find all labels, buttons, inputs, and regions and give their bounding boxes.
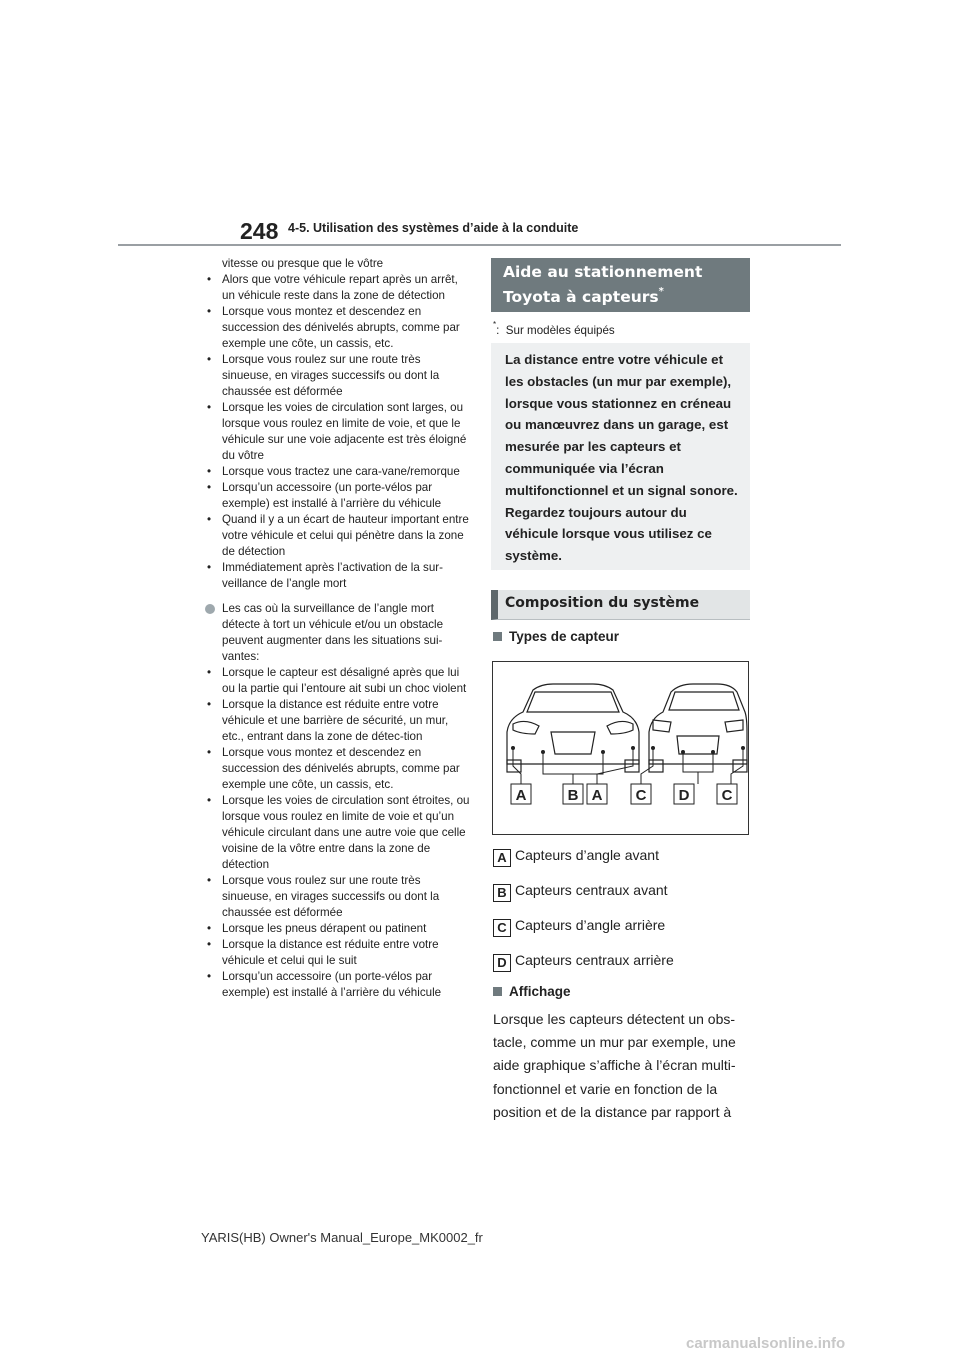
list-item: • Lorsque les voies de circulation sont larges, ou lorsque vous roulez en limite de voie, et que le véhicule sur une voie adjacente est très éloigné du vôtre bbox=[201, 400, 471, 464]
list-item: • Lorsque les pneus dérapent ou patinent bbox=[201, 921, 471, 937]
legend-text: Capteurs centraux arrière bbox=[515, 952, 674, 968]
figure-label: D bbox=[678, 787, 690, 804]
list-item: • Alors que votre véhicule repart après un arrêt, un véhicule reste dans la zone de détection bbox=[201, 272, 471, 304]
list-item: • Quand il y a un écart de hauteur important entre votre véhicule et celui qui pénètre dans la zone de détection bbox=[201, 512, 471, 560]
display-paragraph: Lorsque les capteurs détectent un obs-tacle, comme un mur par exemple, une aide graphique s’affiche à l’écran multi-fonctionnel et varie en fonction de la position et de la distance par rapport à bbox=[493, 1011, 736, 1120]
legend-text: Capteurs d’angle arrière bbox=[515, 917, 666, 933]
sensor-figure bbox=[492, 661, 749, 835]
sensor-diagram bbox=[493, 662, 748, 834]
main-heading-line2: Toyota à capteurs bbox=[503, 288, 659, 306]
figure-label: C bbox=[721, 787, 733, 804]
footnote-asterisk: * bbox=[493, 320, 497, 329]
composition-heading bbox=[491, 590, 750, 620]
legend-key: C bbox=[493, 919, 511, 937]
main-heading-line1: Aide au stationnement bbox=[503, 263, 703, 281]
list-item: • Lorsque vous roulez sur une route très sinueuse, en virages successifs ou dont la chaussée est déformée bbox=[201, 873, 471, 921]
legend-item-a bbox=[493, 847, 659, 867]
continuation-text: vitesse ou presque que le vôtre bbox=[222, 257, 384, 270]
square-bullet-icon bbox=[493, 987, 502, 996]
section-title: 4-5. Utilisation des systèmes d’aide à la conduite bbox=[288, 221, 579, 235]
list-item: • Lorsqu’un accessoire (un porte-vélos par exemple) est installé à l’arrière du véhicule bbox=[201, 480, 471, 512]
square-bullet-icon bbox=[493, 632, 502, 641]
legend-text: Capteurs centraux avant bbox=[515, 882, 668, 898]
figure-label: A bbox=[515, 787, 527, 804]
list-item: • Lorsque le capteur est désaligné après que lui ou la partie qui l’entoure ait subi un choc violent bbox=[201, 665, 471, 697]
watermark: carmanualsonline.info bbox=[686, 1335, 846, 1352]
intro-box: La distance entre votre véhicule et les obstacles (un mur par exemple), lorsque vous stationnez en créneau ou manœuvrez dans un garage, est mesurée par les capteurs et communiquée via l’écran multifonctionnel et un signal sonore. Regardez toujours autour du véhicule lorsque vous utilisez ce système. bbox=[491, 343, 750, 570]
list-item: • Lorsque vous roulez sur une route très sinueuse, en virages successifs ou dont la chaussée est déformée bbox=[201, 352, 471, 400]
header-divider bbox=[118, 244, 841, 246]
footnote-text: Sur modèles équipés bbox=[505, 323, 615, 337]
left-column bbox=[201, 256, 471, 1001]
legend-key: A bbox=[493, 849, 511, 867]
legend-text: Capteurs d’angle avant bbox=[515, 847, 659, 863]
figure-label: B bbox=[567, 787, 579, 804]
list-item: • Lorsque la distance est réduite entre votre véhicule et une barrière de sécurité, un mur, etc., entrant dans la zone de détec-tion bbox=[201, 697, 471, 745]
page-number: 248 bbox=[240, 218, 279, 244]
circle-bullet-icon bbox=[205, 604, 215, 614]
front-car-body bbox=[507, 684, 639, 764]
false-negative-list bbox=[201, 272, 471, 592]
legend-item-d bbox=[493, 952, 674, 972]
figure-label: A bbox=[591, 787, 603, 804]
legend-item-c bbox=[493, 917, 665, 937]
main-heading bbox=[491, 258, 750, 312]
footer-text: YARIS(HB) Owner's Manual_Europe_MK0002_fr bbox=[201, 1230, 483, 1245]
paragraph-text: Les cas où la surveillance de l’angle mort détecte à tort un véhicule et/ou un obstacle peuvent augmenter dans les situations sui-vantes: bbox=[222, 602, 444, 663]
false-detection-list bbox=[201, 665, 471, 1001]
asterisk-mark: * bbox=[658, 285, 664, 297]
figure-label: C bbox=[635, 787, 647, 804]
list-item: • Lorsque vous montez et descendez en succession des dénivelés abrupts, comme par exemple une côte, un cassis, etc. bbox=[201, 745, 471, 793]
legend-key: B bbox=[493, 884, 511, 902]
list-item: • Lorsque vous tractez une cara-vane/remorque bbox=[201, 464, 471, 480]
rear-car-body bbox=[649, 684, 747, 764]
list-item: • Immédiatement après l’activation de la sur-veillance de l’angle mort bbox=[201, 560, 471, 592]
types-subheading bbox=[493, 629, 619, 644]
list-item: • Lorsque la distance est réduite entre votre véhicule et celui qui le suit bbox=[201, 937, 471, 969]
main-heading-line2-wrap bbox=[503, 284, 664, 310]
display-subheading bbox=[493, 984, 571, 999]
display-subheading-text: Affichage bbox=[509, 984, 571, 999]
types-subheading-text: Types de capteur bbox=[509, 629, 620, 644]
legend-key: D bbox=[493, 954, 511, 972]
list-item: • Lorsque vous montez et descendez en succession des dénivelés abrupts, comme par exemple une côte, un cassis, etc. bbox=[201, 304, 471, 352]
footnote: *: Sur modèles équipés bbox=[493, 320, 615, 337]
composition-heading-text: Composition du système bbox=[505, 595, 700, 611]
legend-item-b bbox=[493, 882, 668, 902]
false-detection-paragraph bbox=[201, 601, 471, 665]
list-item: • Lorsque les voies de circulation sont étroites, ou lorsque vous roulez en limite de voie et qu’un véhicule circulant dans une autre voie que celle voisine de la vôtre entre dans la zone de détection bbox=[201, 793, 471, 873]
list-item: • Lorsqu’un accessoire (un porte-vélos par exemple) est installé à l’arrière du véhicule bbox=[201, 969, 471, 1001]
